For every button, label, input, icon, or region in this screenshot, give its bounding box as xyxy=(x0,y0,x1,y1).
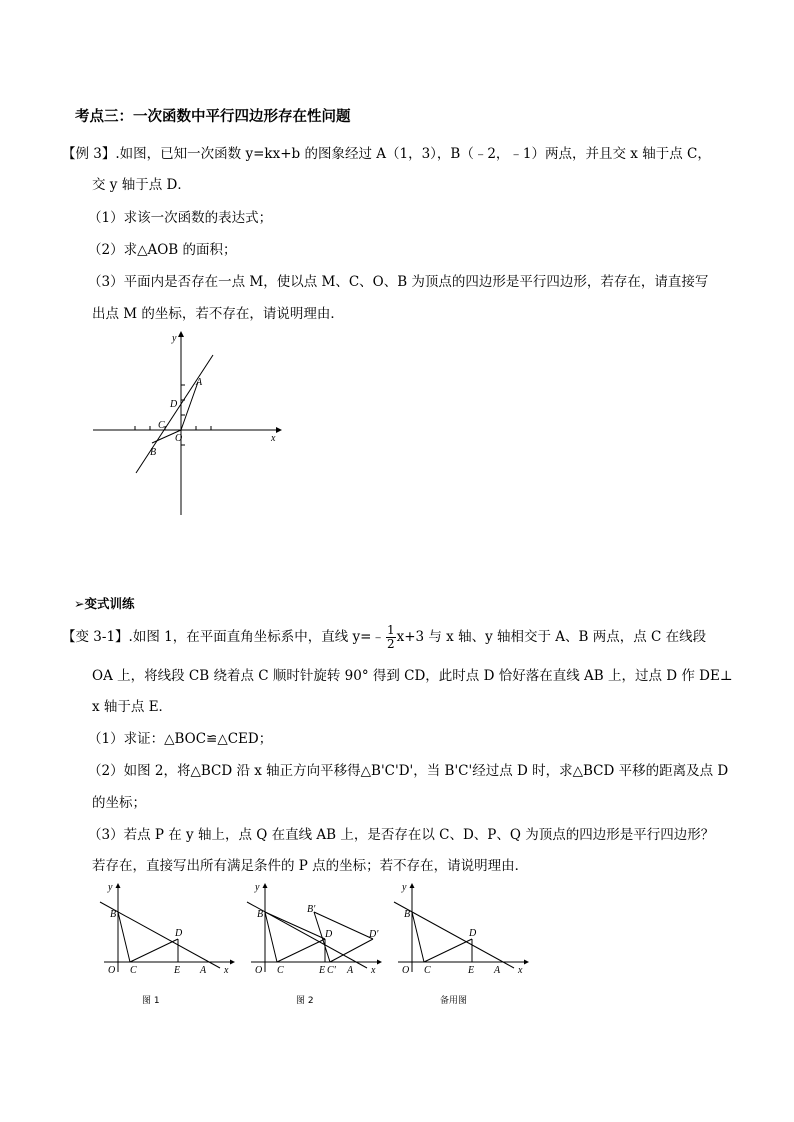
label-d: D xyxy=(325,929,333,940)
label-c: C xyxy=(158,420,165,431)
label-b-prime: B' xyxy=(307,904,316,915)
example3-label: 【例 3】 xyxy=(62,146,116,162)
y-axis-arrow-icon xyxy=(410,883,415,888)
label-d: D xyxy=(469,928,477,939)
label-x: x xyxy=(271,433,276,444)
segment-cd xyxy=(130,939,178,962)
variant31-q2-line1: （2）如图 2，将△BCD 沿 x 轴正方向平移得△B'C'D'，当 B'C'经过点 D 时，求△BCD 平移的距离及点 D xyxy=(88,763,729,779)
label-y: y xyxy=(255,882,260,893)
label-b: B xyxy=(404,909,411,920)
label-d: D xyxy=(175,928,183,939)
variant31-q3-line1: （3）若点 P 在 y 轴上，点 Q 在直线 AB 上，是否存在以 C、D、P、Q 为顶点的四边形是平行四边形？ xyxy=(88,827,715,843)
x-axis-arrow-icon xyxy=(230,960,235,965)
segment-b1d1 xyxy=(314,912,373,939)
example3-line2: 交 y 轴于点 D． xyxy=(92,177,191,193)
example3-q2: （2）求△AOB 的面积； xyxy=(88,242,237,258)
variant31-line2: OA 上，将线段 CB 绕着点 C 顺时针旋转 90° 得到 CD，此时点 D 恰好落在直线 AB 上，过点 D 作 DE⊥ xyxy=(92,668,733,684)
label-y: y xyxy=(402,882,407,893)
label-x: x xyxy=(518,965,523,975)
label-a: A xyxy=(347,965,354,975)
label-e: E xyxy=(174,965,181,975)
label-d: D xyxy=(170,399,178,410)
segment-bc xyxy=(265,912,277,962)
label-o: O xyxy=(402,965,410,975)
example3-q3-line1: （3）平面内是否存在一点 M，使以点 M、C、O、B 为顶点的四边形是平行四边形，若存在，请直接写 xyxy=(88,274,709,290)
label-o: O xyxy=(108,965,116,975)
label-y: y xyxy=(108,882,113,893)
figure-1 xyxy=(90,880,235,975)
segment-cd xyxy=(424,939,472,962)
example3-figure xyxy=(88,325,288,525)
label-x: x xyxy=(371,965,376,975)
figure-2 xyxy=(237,880,382,975)
y-axis-arrow-icon xyxy=(263,883,268,888)
variant31-label: 【变 3-1】 xyxy=(62,629,129,645)
example3-q1: （1）求该一次函数的表达式； xyxy=(88,210,273,226)
caption-spare: 备用图 xyxy=(440,996,468,1006)
line-ab xyxy=(136,355,213,473)
x-axis-arrow-icon xyxy=(524,960,529,965)
fraction xyxy=(386,624,396,651)
label-x: x xyxy=(224,965,229,975)
variant31-q3-line2: 若存在，直接写出所有满足条件的 P 点的坐标；若不存在，请说明理由． xyxy=(92,858,529,874)
label-e: E xyxy=(468,965,475,975)
segment-bd xyxy=(265,912,325,939)
segment-bc xyxy=(118,912,130,962)
label-o: O xyxy=(255,965,263,975)
label-b: B xyxy=(257,909,264,920)
label-o: O xyxy=(175,433,183,444)
label-a: A xyxy=(494,965,501,975)
label-y: y xyxy=(172,333,177,344)
caption-figure-2: 图 2 xyxy=(296,996,314,1006)
label-a: A xyxy=(196,377,203,388)
x-axis-arrow-icon xyxy=(276,427,282,433)
caption-figure-1: 图 1 xyxy=(142,996,160,1006)
axis-ticks xyxy=(135,385,211,445)
variant31-line3: x 轴于点 E． xyxy=(92,699,173,715)
example3-q3-line2: 出点 M 的坐标，若不存在，请说明理由． xyxy=(92,306,344,322)
label-b: B xyxy=(150,447,157,458)
variant-heading: ➢变式训练 xyxy=(74,596,135,611)
label-c: C xyxy=(130,965,137,975)
label-c: C xyxy=(277,965,284,975)
label-a: A xyxy=(200,965,207,975)
segment-c1d1 xyxy=(330,939,373,962)
variant31-text1-pre: .如图 1，在平面直角坐标系中，直线 y=﹣ xyxy=(128,629,385,645)
y-axis-arrow-icon xyxy=(116,883,121,888)
variant31-text1-post: x+3 与 x 轴、y 轴相交于 A、B 两点，点 C 在线段 xyxy=(396,629,707,645)
section-title: 考点三：一次函数中平行四边形存在性问题 xyxy=(75,109,351,125)
x-axis-arrow-icon xyxy=(377,960,382,965)
segment-cd xyxy=(277,939,325,962)
label-b: B xyxy=(110,909,117,920)
label-c-prime: C' xyxy=(327,965,336,975)
example3-line1 xyxy=(62,145,711,163)
segment-bc xyxy=(412,912,424,962)
segment-oa xyxy=(181,382,198,430)
variant31-line1 xyxy=(62,624,706,651)
y-axis-arrow-icon xyxy=(178,331,184,337)
label-d-prime: D' xyxy=(369,929,379,940)
fraction-denominator: 2 xyxy=(386,637,395,651)
label-c: C xyxy=(424,965,431,975)
figure-spare xyxy=(384,880,529,975)
variant31-q2-line2: 的坐标； xyxy=(92,795,146,811)
variant31-q1: （1）求证：△BOC≌△CED； xyxy=(88,731,273,747)
fraction-numerator: 1 xyxy=(386,623,395,637)
example3-text1: .如图，已知一次函数 y=kx+b 的图象经过 A（1，3），B（﹣2，﹣1）两点，并且交 x 轴于点 C， xyxy=(115,146,711,162)
label-e: E xyxy=(319,965,326,975)
